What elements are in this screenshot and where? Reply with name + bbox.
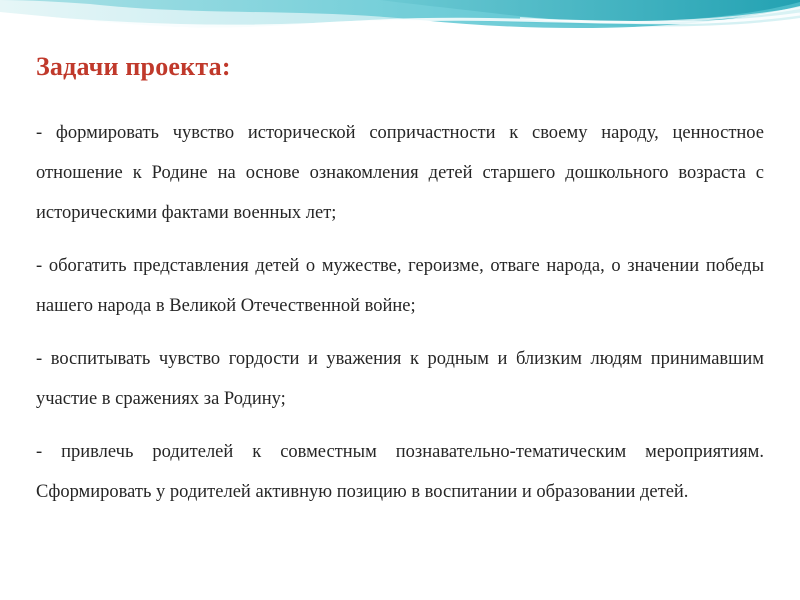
task-item-4: - привлечь родителей к совместным познавательно-тематическим мероприятиям. Сформировать у родителей активную позицию в воспитании и образовании детей. (36, 442, 764, 502)
task-list (36, 113, 764, 525)
task-item-3: - воспитывать чувство гордости и уважения к родным и близким людям принимавшим участие в сражениях за Родину; (36, 349, 764, 409)
slide-title: Задачи проекта: (36, 52, 231, 81)
task-item-2: - обогатить представления детей о мужестве, героизме, отваге народа, о значении победы нашего народа в Великой Отечественной войне; (36, 256, 764, 316)
task-item-1: - формировать чувство исторической сопричастности к своему народу, ценностное отношение к Родине на основе ознакомления детей старшего дошкольного возраста с историческими фактами военных лет; (36, 123, 764, 223)
decorative-wave-banner (0, 0, 800, 60)
